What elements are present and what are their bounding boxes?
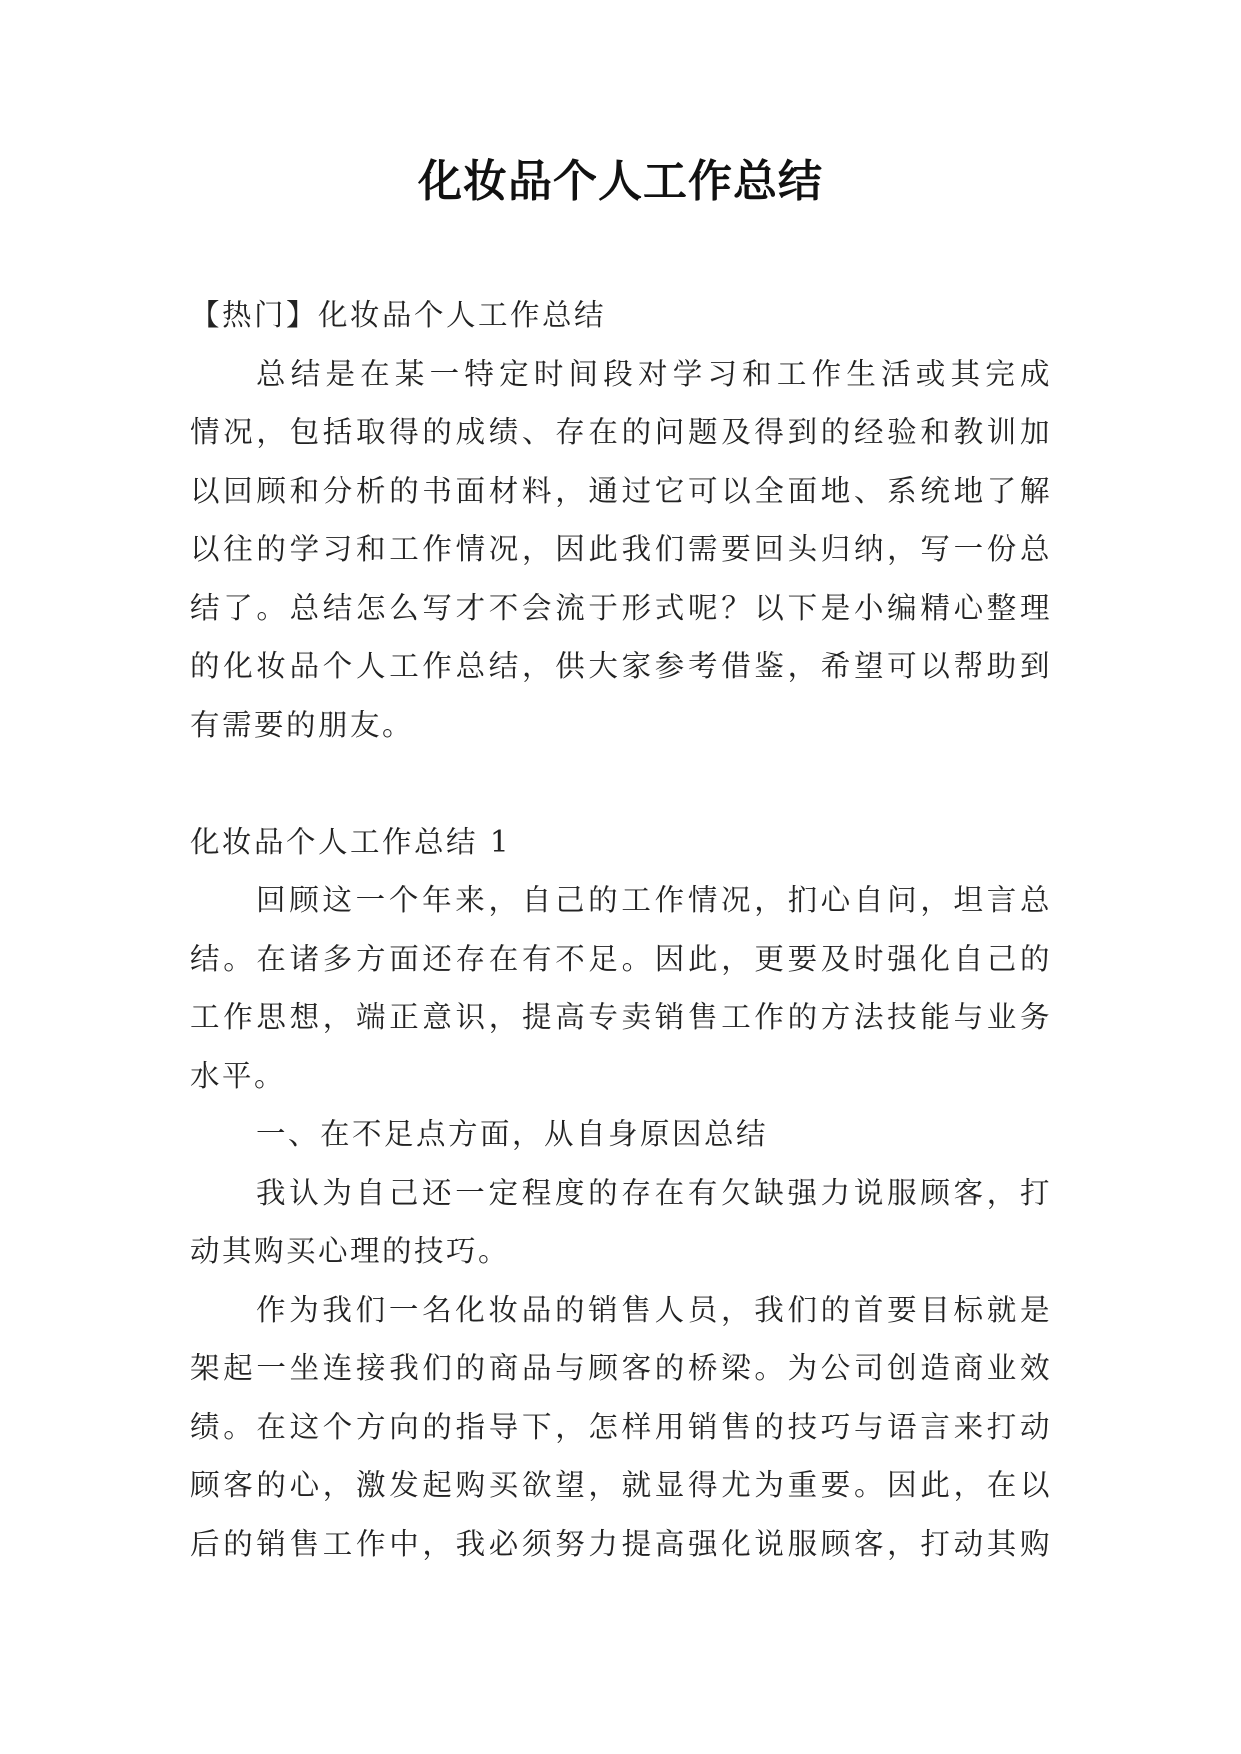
paragraph-line: 绩。在这个方向的指导下，怎样用销售的技巧与语言来打动 <box>190 1409 1052 1444</box>
paragraph-line: 动其购买心理的技巧。 <box>190 1234 511 1268</box>
intro-line: 以回顾和分析的书面材料，通过它可以全面地、系统地了解 <box>190 473 1052 508</box>
paragraph-line: 工作思想，端正意识，提高专卖销售工作的方法技能与业务 <box>190 1000 1052 1034</box>
paragraph-line: 作为我们一名化妆品的销售人员，我们的首要目标就是 <box>256 1292 1052 1327</box>
intro-line: 有需要的朋友。 <box>190 707 415 742</box>
paragraph-line: 架起一坐连接我们的商品与顾客的桥梁。为公司创造商业效 <box>190 1351 1052 1385</box>
section-heading: 化妆品个人工作总结 1 <box>190 824 512 859</box>
paragraph-gap <box>190 754 1052 813</box>
subheading: 一、在不足点方面，从自身原因总结 <box>256 1117 769 1151</box>
intro-line: 结了。总结怎么写才不会流于形式呢？以下是小编精心整理 <box>190 590 1052 625</box>
intro-line: 情况，包括取得的成绩、存在的问题及得到的经验和教训加 <box>190 415 1052 449</box>
paragraph-line: 结。在诸多方面还存在有不足。因此，更要及时强化自己的 <box>190 941 1052 976</box>
document-title: 化妆品个人工作总结 <box>418 156 823 207</box>
intro-line: 总结是在某一特定时间段对学习和工作生活或其完成 <box>256 356 1052 391</box>
intro-heading: 【热门】化妆品个人工作总结 <box>190 298 607 332</box>
document-body <box>190 286 1052 1573</box>
paragraph-line: 顾客的心，激发起购买欲望，就显得尤为重要。因此，在以 <box>190 1468 1052 1502</box>
paragraph-line: 水平。 <box>190 1058 287 1093</box>
paragraph-line: 后的销售工作中，我必须努力提高强化说服顾客，打动其购 <box>190 1526 1052 1561</box>
paragraph-line: 回顾这一个年来，自己的工作情况，扪心自问，坦言总 <box>256 883 1052 917</box>
paragraph-line: 我认为自己还一定程度的存在有欠缺强力说服顾客，打 <box>256 1175 1052 1210</box>
intro-line: 的化妆品个人工作总结，供大家参考借鉴，希望可以帮助到 <box>190 649 1052 683</box>
intro-line: 以往的学习和工作情况，因此我们需要回头归纳，写一份总 <box>190 532 1052 566</box>
